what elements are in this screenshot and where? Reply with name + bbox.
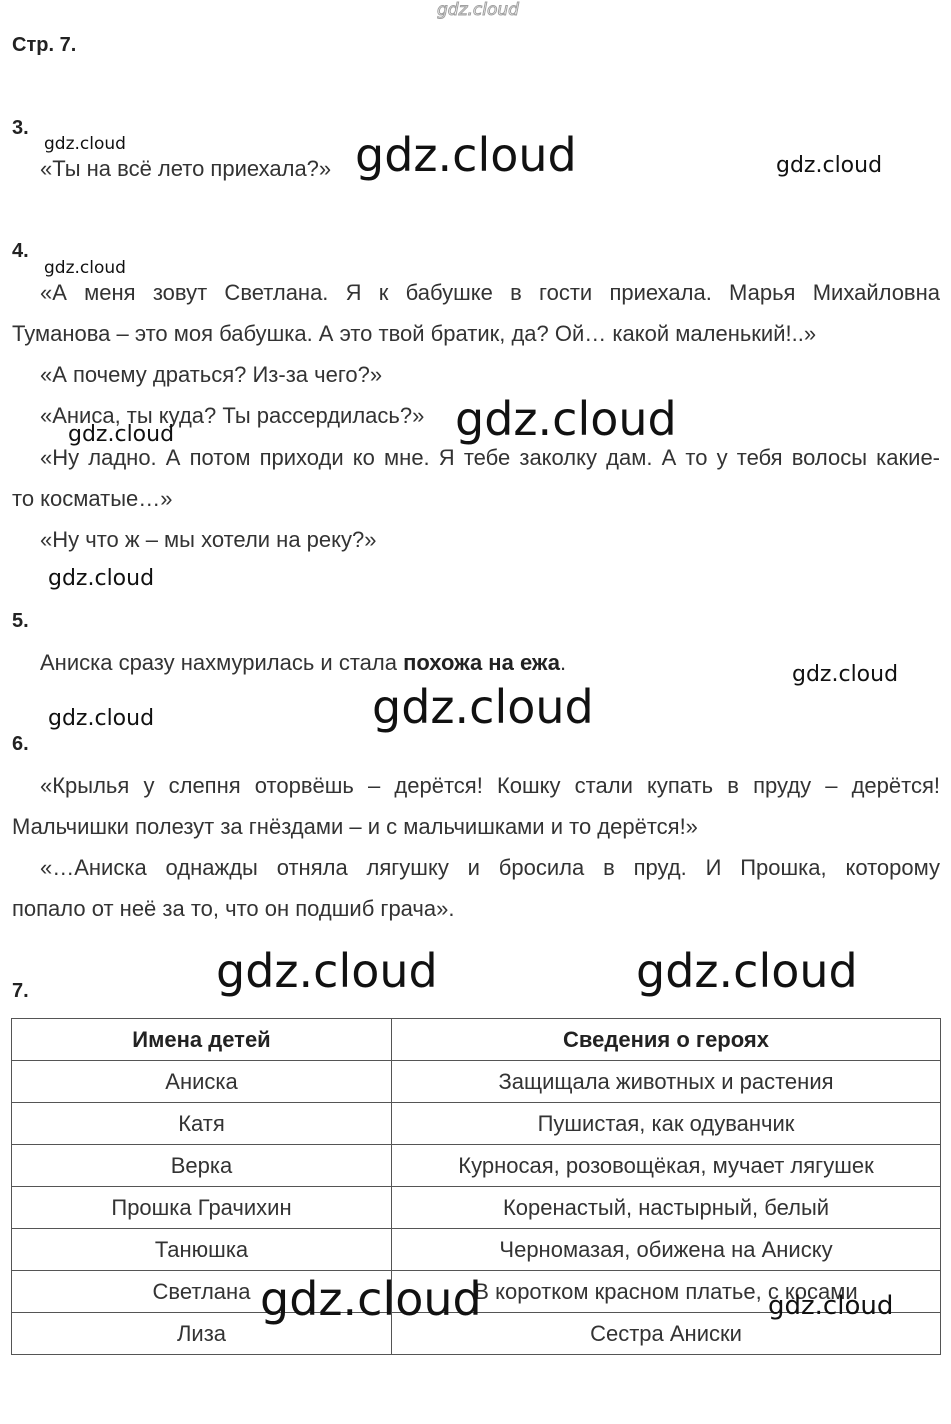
task4-number: 4.	[12, 240, 29, 262]
cell-info: Коренастый, настырный, белый	[392, 1187, 941, 1229]
task5-text-bold: похожа на ежа	[403, 650, 560, 675]
watermark-top: gdz.cloud	[437, 0, 519, 20]
cell-info: Пушистая, как одуванчик	[392, 1103, 941, 1145]
table-row	[12, 1187, 941, 1229]
task4-line-2: Туманова – это моя бабушка. А это твой братик, да? Ой… какой маленький!..»	[12, 321, 817, 346]
task5-text-before: Аниска сразу нахмурилась и стала	[40, 650, 404, 675]
cell-name: Лиза	[12, 1313, 392, 1355]
cell-name: Катя	[12, 1103, 392, 1145]
cell-name: Прошка Грачихин	[12, 1187, 392, 1229]
watermark: gdz.cloud	[216, 944, 438, 998]
column-header-names: Имена детей	[12, 1019, 392, 1061]
task6-line-4: попало от неё за то, что он подшиб грача».	[12, 896, 455, 921]
task7-number: 7.	[12, 980, 29, 1002]
cell-name: Верка	[12, 1145, 392, 1187]
cell-info: Курносая, розовощёкая, мучает лягушек	[392, 1145, 941, 1187]
table-row	[12, 1103, 941, 1145]
page-label: Стр. 7.	[12, 34, 77, 56]
cell-info: В коротком красном платье, с косами	[392, 1271, 941, 1313]
watermark: gdz.cloud	[455, 392, 677, 446]
table-header-row	[12, 1019, 941, 1061]
cell-name: Светлана	[12, 1271, 392, 1313]
watermark: gdz.cloud	[260, 1272, 482, 1326]
watermark: gdz.cloud	[355, 128, 577, 182]
task5-text	[40, 650, 566, 676]
cell-info: Черномазая, обижена на Аниску	[392, 1229, 941, 1271]
task3-line: «Ты на всё лето приехала?»	[40, 156, 332, 181]
task6-number: 6.	[12, 733, 29, 755]
table-row	[12, 1061, 941, 1103]
table-row	[12, 1229, 941, 1271]
task4-line-7: «Ну что ж – мы хотели на реку?»	[40, 527, 377, 552]
task4-line-1: «А меня зовут Светлана. Я к бабушке в гости приехала. Марья Михайловна	[40, 280, 940, 305]
task5-text-after: .	[560, 650, 567, 675]
task4-line-5: «Ну ладно. А потом приходи ко мне. Я тебе заколку дам. А то у тебя волосы какие-	[40, 445, 940, 470]
task4-line-3: «А почему драться? Из-за чего?»	[40, 362, 383, 387]
watermark: gdz.cloud	[44, 258, 126, 278]
task5-number: 5.	[12, 610, 29, 632]
cell-info: Сестра Аниски	[392, 1313, 941, 1355]
task4-line-4: «Аниса, ты куда? Ты рассердилась?»	[40, 403, 425, 428]
task6-line-2: Мальчишки полезут за гнёздами – и с мальчишками и то дерётся!»	[12, 814, 698, 839]
watermark: gdz.cloud	[44, 134, 126, 154]
cell-name: Танюшка	[12, 1229, 392, 1271]
cell-info: Защищала животных и растения	[392, 1061, 941, 1103]
watermark: gdz.cloud	[792, 662, 899, 687]
task6-line-3: «…Аниска однажды отняла лягушку и бросила в пруд. И Прошка, которому	[40, 855, 940, 880]
watermark: gdz.cloud	[768, 1291, 894, 1321]
watermark: gdz.cloud	[636, 944, 858, 998]
column-header-info: Сведения о героях	[392, 1019, 941, 1061]
task6-line-1: «Крылья у слепня оторвёшь – дерётся! Кошку стали купать в пруду – дерётся!	[40, 773, 940, 798]
watermark: gdz.cloud	[776, 153, 883, 178]
watermark: gdz.cloud	[68, 422, 175, 447]
table-row	[12, 1145, 941, 1187]
watermark: gdz.cloud	[48, 566, 155, 591]
task3-number: 3.	[12, 117, 29, 139]
cell-name: Аниска	[12, 1061, 392, 1103]
watermark: gdz.cloud	[372, 680, 594, 734]
watermark: gdz.cloud	[48, 706, 155, 731]
task4-line-6: то косматые…»	[12, 486, 173, 511]
